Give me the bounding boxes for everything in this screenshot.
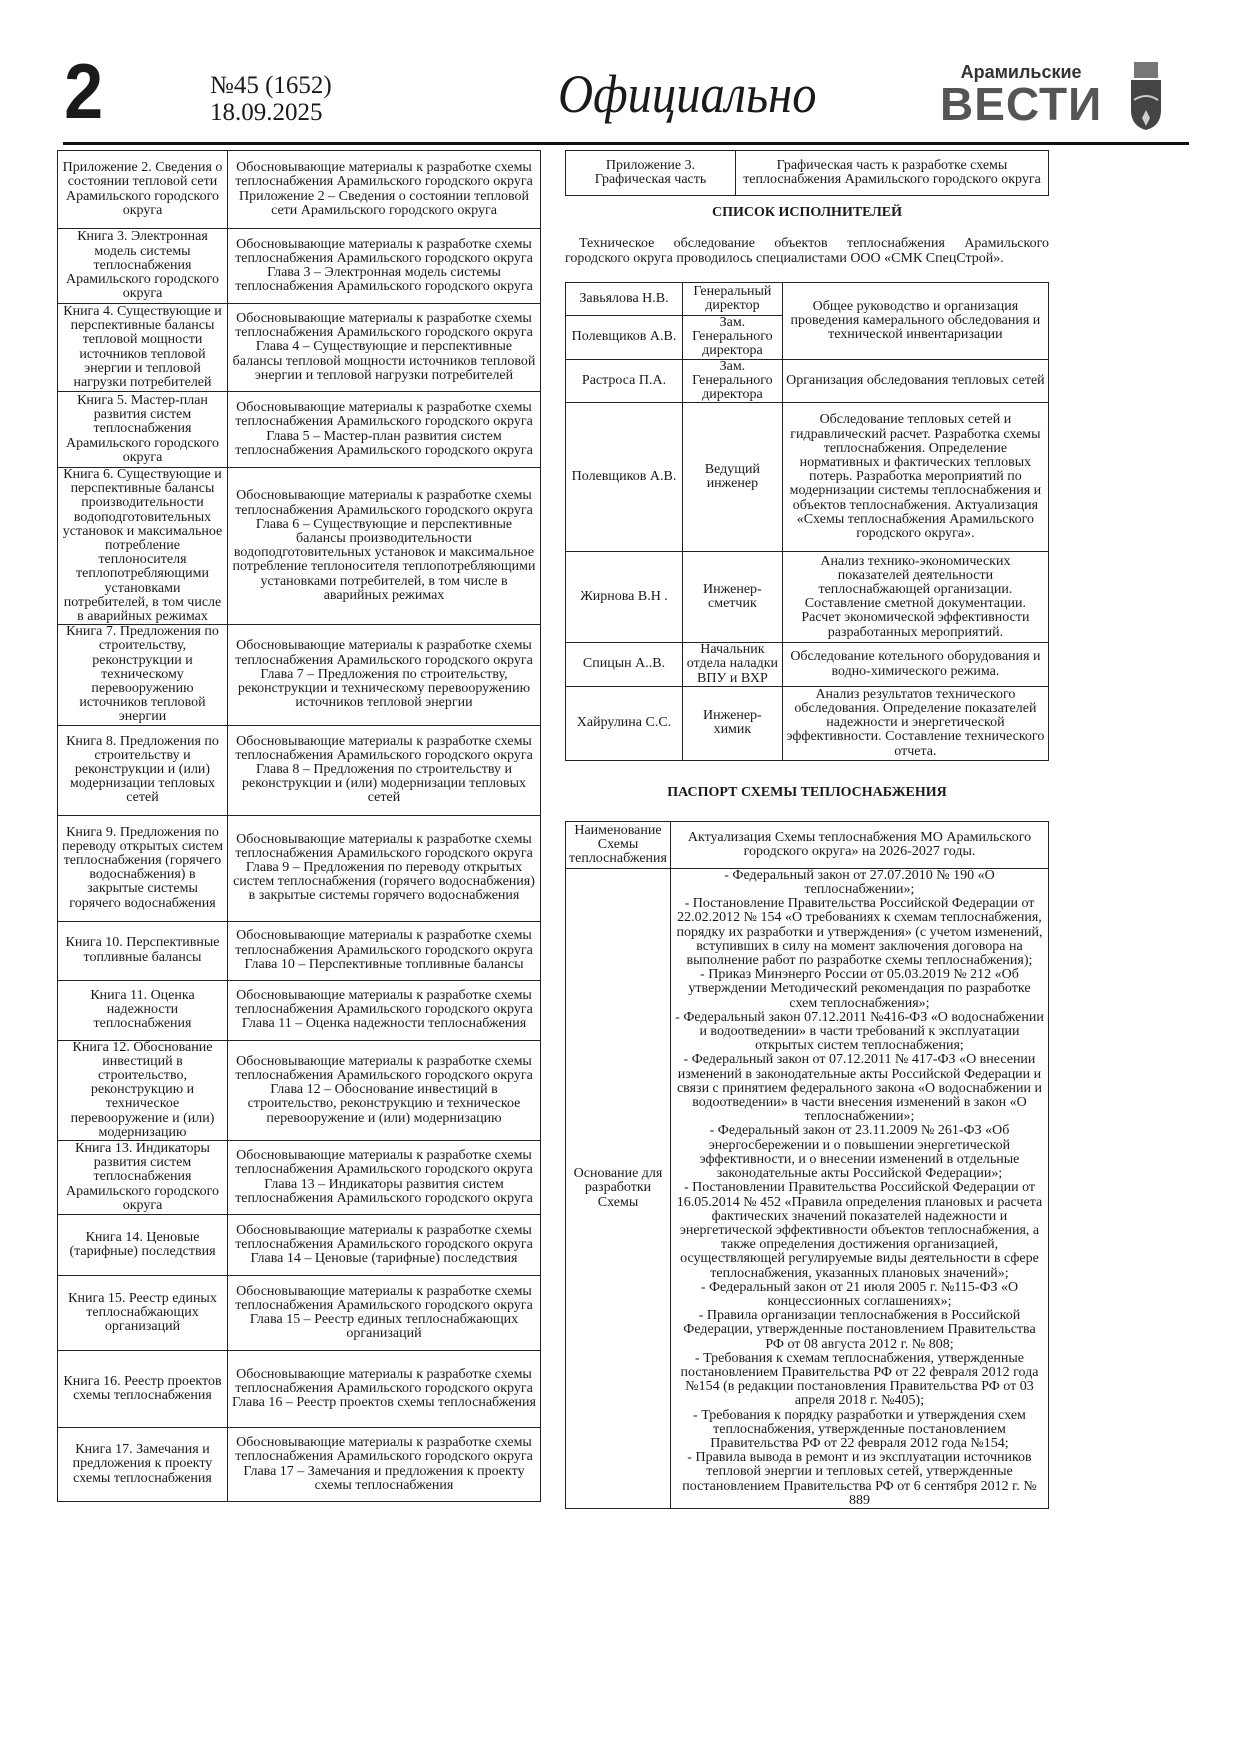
document-chapter: Глава 10 – Перспективные топливные балансы <box>244 956 524 972</box>
document-desc: Обосновывающие материалы к разработке схемы теплоснабжения Арамильского городского округа <box>235 400 533 430</box>
logo-top-text: Арамильские <box>960 62 1082 82</box>
document-desc: Обосновывающие материалы к разработке схемы теплоснабжения Арамильского городского округа <box>235 160 533 190</box>
document-chapter: Глава 7 – Предложения по строительству, реконструкции и техническому перевооружению источников тепловой энергии <box>237 666 531 711</box>
executor-duty: Организация обследования тепловых сетей <box>782 359 1048 403</box>
document-name: Книга 6. Существующие и перспективные балансы производительности водоподготовительных установок и максимальное потребление теплоносителя теплопотребляющими установками потребителей, в том числе в аварийных режимах <box>58 468 228 625</box>
table-row <box>58 304 541 392</box>
passport-title: ПАСПОРТ СХЕМЫ ТЕПЛОСНАБЖЕНИЯ <box>667 784 947 800</box>
legal-basis-item: - Федеральный закон от 21 июля 2005 г. №115-ФЗ «О концессионных соглашениях»; <box>700 1279 1019 1309</box>
document-content <box>228 1215 541 1276</box>
document-name: Книга 10. Перспективные топливные балансы <box>58 921 228 980</box>
document-content <box>228 980 541 1040</box>
document-content <box>228 1351 541 1428</box>
executor-position: Генеральный директор <box>683 283 783 316</box>
document-desc: Обосновывающие материалы к разработке схемы теплоснабжения Арамильского городского округа <box>235 638 533 668</box>
document-desc: Обосновывающие материалы к разработке схемы теплоснабжения Арамильского городского округа <box>235 1148 533 1178</box>
executor-duty: Общее руководство и организация проведения камерального обследования и технической инвентаризации <box>782 283 1048 360</box>
table-row <box>58 392 541 468</box>
legal-basis-item: - Требования к схемам теплоснабжения, утвержденные постановлением Правительства РФ от 22 февраля 2012 года №154 (в редакции постановления Правительства РФ от 03 апреля 2018 г. №405); <box>680 1350 1039 1409</box>
executor-name: Завьялова Н.В. <box>566 283 683 316</box>
executor-duty: Анализ результатов технического обследования. Определение показателей надежности и энергетической эффективности. Составление технического отчета. <box>782 686 1048 760</box>
legal-basis-item: - Федеральный закон от 07.12.2011 № 417-ФЗ «О внесении изменений в законодательные акты Российской Федерации и связи с принятием федерального закона «О водоснабжении и водоотведении» в части внесения изменений в закон «О теплоснабжении»; <box>676 1052 1042 1125</box>
document-chapter: Глава 4 – Существующие и перспективные балансы тепловой мощности источников тепловой энергии и тепловой нагрузки потребителей <box>232 339 536 383</box>
table-row <box>566 283 1049 316</box>
document-chapter: Глава 8 – Предложения по строительству и реконструкции и (или) модернизации тепловых сетей <box>241 762 526 806</box>
issue-date: 18.09.2025 <box>210 99 323 126</box>
document-chapter: Глава 13 – Индикаторы развития систем теплоснабжения Арамильского городского округа <box>235 1176 533 1206</box>
table-row <box>566 552 1049 643</box>
document-chapter: Глава 16 – Реестр проектов схемы теплоснабжения <box>232 1395 536 1411</box>
executors-table <box>565 282 1049 761</box>
executor-name: Растроса П.А. <box>566 359 683 403</box>
document-name: Книга 9. Предложения по переводу открытых систем теплоснабжения (горячего водоснабжения) в закрытые системы горячего водоснабжения <box>58 815 228 921</box>
table-row <box>58 921 541 980</box>
executor-position: Начальник отдела наладки ВПУ и ВХР <box>683 643 783 687</box>
document-desc: Обосновывающие материалы к разработке схемы теплоснабжения Арамильского городского округа <box>235 928 533 958</box>
document-name: Книга 4. Существующие и перспективные балансы тепловой мощности источников тепловой энергии и тепловой нагрузки потребителей <box>58 304 228 392</box>
document-chapter: Глава 6 – Существующие и перспективные балансы производительности водоподготовительных установок и максимальное потребление теплоносителя теплопотребляющими установками потребителей, в том числе в аварийных режимах <box>232 516 536 603</box>
appendix3-desc: Графическая часть к разработке схемы теплоснабжения Арамильского городского округа <box>736 151 1049 196</box>
right-column <box>565 150 1049 1509</box>
table-row <box>58 1040 541 1140</box>
coat-of-arms-icon <box>1128 60 1164 132</box>
document-content <box>228 468 541 625</box>
document-name: Книга 16. Реестр проектов схемы теплоснабжения <box>58 1351 228 1428</box>
table-row <box>58 1141 541 1215</box>
logo-bottom-text: ВЕСТИ <box>940 78 1103 130</box>
executor-position: Инженер-сметчик <box>683 552 783 643</box>
document-name: Книга 14. Ценовые (тарифные) последствия <box>58 1215 228 1276</box>
table-row <box>58 151 541 229</box>
table-row <box>58 229 541 304</box>
legal-basis-item: - Приказ Минэнерго России от 05.03.2019 № 212 «Об утверждении Методический рекомендация по разработке схем теплоснабжения»; <box>688 967 1031 1011</box>
executor-duty: Обследование тепловых сетей и гидравлический расчет. Разработка схемы теплоснабжения. Определение нормативных и фактических тепловых потерь. Разработка мероприятий по модернизации системы теплоснабжения и объектов теплоснабжения. Актуализация «Схемы теплоснабжения Арамильского городского округа». <box>782 403 1048 552</box>
passport-name-label: Наименование Схемы теплоснабжения <box>566 821 671 868</box>
header-rule <box>63 142 1189 145</box>
legal-basis-item: - Федеральный закон от 23.11.2009 № 261-ФЗ «Об энергосбережении и о повышении энергетической эффективности, и о внесении изменений в отдельные законодательные акты Российской Федерации»; <box>699 1123 1020 1182</box>
document-chapter: Глава 12 – Обоснование инвестиций в строительство, реконструкцию и техническое перевооружение и (или) модернизацию <box>247 1082 521 1126</box>
executor-duty: Обследование котельного оборудования и водно-химического режима. <box>782 643 1048 687</box>
document-desc: Обосновывающие материалы к разработке схемы теплоснабжения Арамильского городского округа <box>235 1053 533 1084</box>
table-row <box>58 1428 541 1502</box>
document-desc: Обосновывающие материалы к разработке схемы теплоснабжения Арамильского городского округа <box>235 1283 533 1313</box>
executor-position: Ведущий инженер <box>683 403 783 552</box>
executor-name: Жирнова В.Н . <box>566 552 683 643</box>
document-content <box>228 1428 541 1502</box>
document-content <box>228 392 541 468</box>
executor-name: Спицын А..В. <box>566 643 683 687</box>
document-name: Книга 13. Индикаторы развития систем теплоснабжения Арамильского городского округа <box>58 1141 228 1215</box>
page-number: 2 <box>64 47 104 135</box>
document-chapter: Приложение 2 – Сведения о состоянии тепловой сети Арамильского городского округа <box>239 188 529 218</box>
executor-position: Зам. Генерального директора <box>683 359 783 403</box>
appendix3-table <box>565 150 1049 196</box>
document-content <box>228 1040 541 1140</box>
document-name: Книга 3. Электронная модель системы теплоснабжения Арамильского городского округа <box>58 229 228 304</box>
legal-basis-item: - Федеральный закон от 27.07.2010 № 190 «О теплоснабжении»; <box>724 867 995 898</box>
legal-basis-item: - Правила организации теплоснабжения в Российской Федерации, утвержденные постановлением Правительства РФ от 08 августа 2012 г. № 808; <box>683 1308 1036 1352</box>
document-desc: Обосновывающие материалы к разработке схемы теплоснабжения Арамильского городского округа <box>235 831 533 861</box>
table-row <box>58 625 541 725</box>
executor-name: Хайрулина С.С. <box>566 686 683 760</box>
document-chapter: Глава 14 – Ценовые (тарифные) последствия <box>250 1251 518 1267</box>
document-content <box>228 1141 541 1215</box>
document-name: Приложение 2. Сведения о состоянии тепловой сети Арамильского городского округа <box>58 151 228 229</box>
document-desc: Обосновывающие материалы к разработке схемы теплоснабжения Арамильского городского округа <box>235 733 533 763</box>
document-content <box>228 725 541 815</box>
passport-basis-label: Основание для разработки Схемы <box>566 868 671 1508</box>
document-name: Книга 11. Оценка надежности теплоснабжения <box>58 980 228 1040</box>
appendix3-name: Приложение 3. Графическая часть <box>566 151 736 196</box>
document-content <box>228 151 541 229</box>
legal-basis-item: - Требования к порядку разработки и утверждения схем теплоснабжения, утвержденные постановлением Правительства РФ от 22 февраля 2012 года №154; <box>693 1407 1026 1451</box>
table-row <box>58 1351 541 1428</box>
document-chapter: Глава 9 – Предложения по переводу открытых систем теплоснабжения (горячего водоснабжения) в закрытые системы горячего водоснабжения <box>233 860 535 904</box>
legal-basis-item: - Постановление Правительства Российской Федерации от 22.02.2012 № 154 «О требованиях к схемам теплоснабжения, порядку их разработки и утверждения» (с учетом изменений, вступивших в силу на момент заключения договора на выполнение работ по разработке схемы теплоснабжения); <box>676 896 1043 969</box>
executor-duty: Анализ технико-экономических показателей деятельности теплоснабжающей организации. Составление сметной документации. Расчет экономической эффективности разработанных мероприятий. <box>782 552 1048 643</box>
executors-intro: Техническое обследование объектов теплоснабжения Арамильского городского округа проводилось специалистами ООО «СМК СпецСтрой». <box>565 236 1049 266</box>
document-chapter: Глава 5 – Мастер-план развития систем теплоснабжения Арамильского городского округа <box>235 428 533 458</box>
document-desc: Обосновывающие материалы к разработке схемы теплоснабжения Арамильского городского округа <box>235 1222 533 1252</box>
passport-table <box>565 821 1049 1509</box>
executor-name: Полевщиков А.В. <box>566 403 683 552</box>
table-row <box>58 815 541 921</box>
section-title: Официально <box>558 64 817 124</box>
document-name: Книга 7. Предложения по строительству, реконструкции и техническому перевооружению источников тепловой энергии <box>58 625 228 725</box>
table-row <box>566 403 1049 552</box>
document-name: Книга 17. Замечания и предложения к проекту схемы теплоснабжения <box>58 1428 228 1502</box>
table-row <box>566 151 1049 196</box>
document-content <box>228 625 541 725</box>
document-desc: Обосновывающие материалы к разработке схемы теплоснабжения Арамильского городского округа <box>235 987 533 1018</box>
table-row <box>58 980 541 1040</box>
table-row <box>566 643 1049 687</box>
document-content <box>228 229 541 304</box>
documents-table <box>57 150 541 1502</box>
legal-basis-item: - Постановлении Правительства Российской Федерации от 16.05.2014 № 452 «Правила определения плановых и расчета фактических значений показателей надежности и энергетической эффективности объектов теплоснабжения, а также определения достижения организацией, осуществляющей регулируемые виды деятельности в сфере теплоснабжения, указанных плановых значений»; <box>676 1180 1043 1281</box>
document-content <box>228 815 541 921</box>
issue-info <box>210 72 332 126</box>
document-chapter: Глава 15 – Реестр единых теплоснабжающих организаций <box>249 1312 519 1342</box>
document-content <box>228 1276 541 1351</box>
document-desc: Обосновывающие материалы к разработке схемы теплоснабжения Арамильского городского округа <box>235 236 533 266</box>
legal-basis-item: - Правила вывода в ремонт и из эксплуатации источников тепловой энергии и тепловых сетей, утвержденные постановлением Правительства РФ от 6 сентября 2012 г. № 889 <box>682 1450 1037 1508</box>
issue-number: №45 (1652) <box>210 72 332 99</box>
document-name: Книга 12. Обоснование инвестиций в строительство, реконструкцию и техническое перевооружение и (или) модернизацию <box>58 1040 228 1140</box>
document-desc: Обосновывающие материалы к разработке схемы теплоснабжения Арамильского городского округа <box>235 488 533 518</box>
executor-position: Инженер-химик <box>683 686 783 760</box>
document-name: Книга 5. Мастер-план развития систем теплоснабжения Арамильского городского округа <box>58 392 228 468</box>
document-chapter: Глава 17 – Замечания и предложения к проекту схемы теплоснабжения <box>243 1463 525 1493</box>
document-chapter: Глава 11 – Оценка надежности теплоснабжения <box>241 1016 527 1032</box>
table-row <box>566 359 1049 403</box>
document-content <box>228 921 541 980</box>
executors-title: СПИСОК ИСПОЛНИТЕЛЕЙ <box>712 205 902 220</box>
table-row <box>58 1276 541 1351</box>
table-row <box>566 686 1049 760</box>
document-chapter: Глава 3 – Электронная модель системы теплоснабжения Арамильского городского округа <box>235 265 533 295</box>
executor-position: Зам. Генерального директора <box>683 316 783 360</box>
document-desc: Обосновывающие материалы к разработке схемы теплоснабжения Арамильского городского округа <box>235 1435 533 1465</box>
table-row <box>58 725 541 815</box>
document-content <box>228 304 541 392</box>
passport-name-value: Актуализация Схемы теплоснабжения МО Арамильского городского округа» на 2026-2027 годы. <box>670 821 1048 868</box>
executor-name: Полевщиков А.В. <box>566 316 683 360</box>
document-desc: Обосновывающие материалы к разработке схемы теплоснабжения Арамильского городского округа <box>235 1366 533 1396</box>
document-desc: Обосновывающие материалы к разработке схемы теплоснабжения Арамильского городского округа <box>235 310 533 341</box>
table-row <box>566 821 1049 868</box>
document-name: Книга 8. Предложения по строительству и реконструкции и (или) модернизации тепловых сетей <box>58 725 228 815</box>
table-row <box>58 1215 541 1276</box>
table-row <box>566 868 1049 1508</box>
page-header <box>0 0 1241 150</box>
table-row <box>58 468 541 625</box>
newspaper-logo <box>940 62 1103 130</box>
document-name: Книга 15. Реестр единых теплоснабжающих организаций <box>58 1276 228 1351</box>
passport-basis-list <box>670 868 1048 1508</box>
legal-basis-item: - Федеральный закон 07.12.2011 №416-ФЗ «О водоснабжении и водоотведении» в части требований к эксплуатации открытых систем теплоснабжения; <box>675 1009 1044 1054</box>
